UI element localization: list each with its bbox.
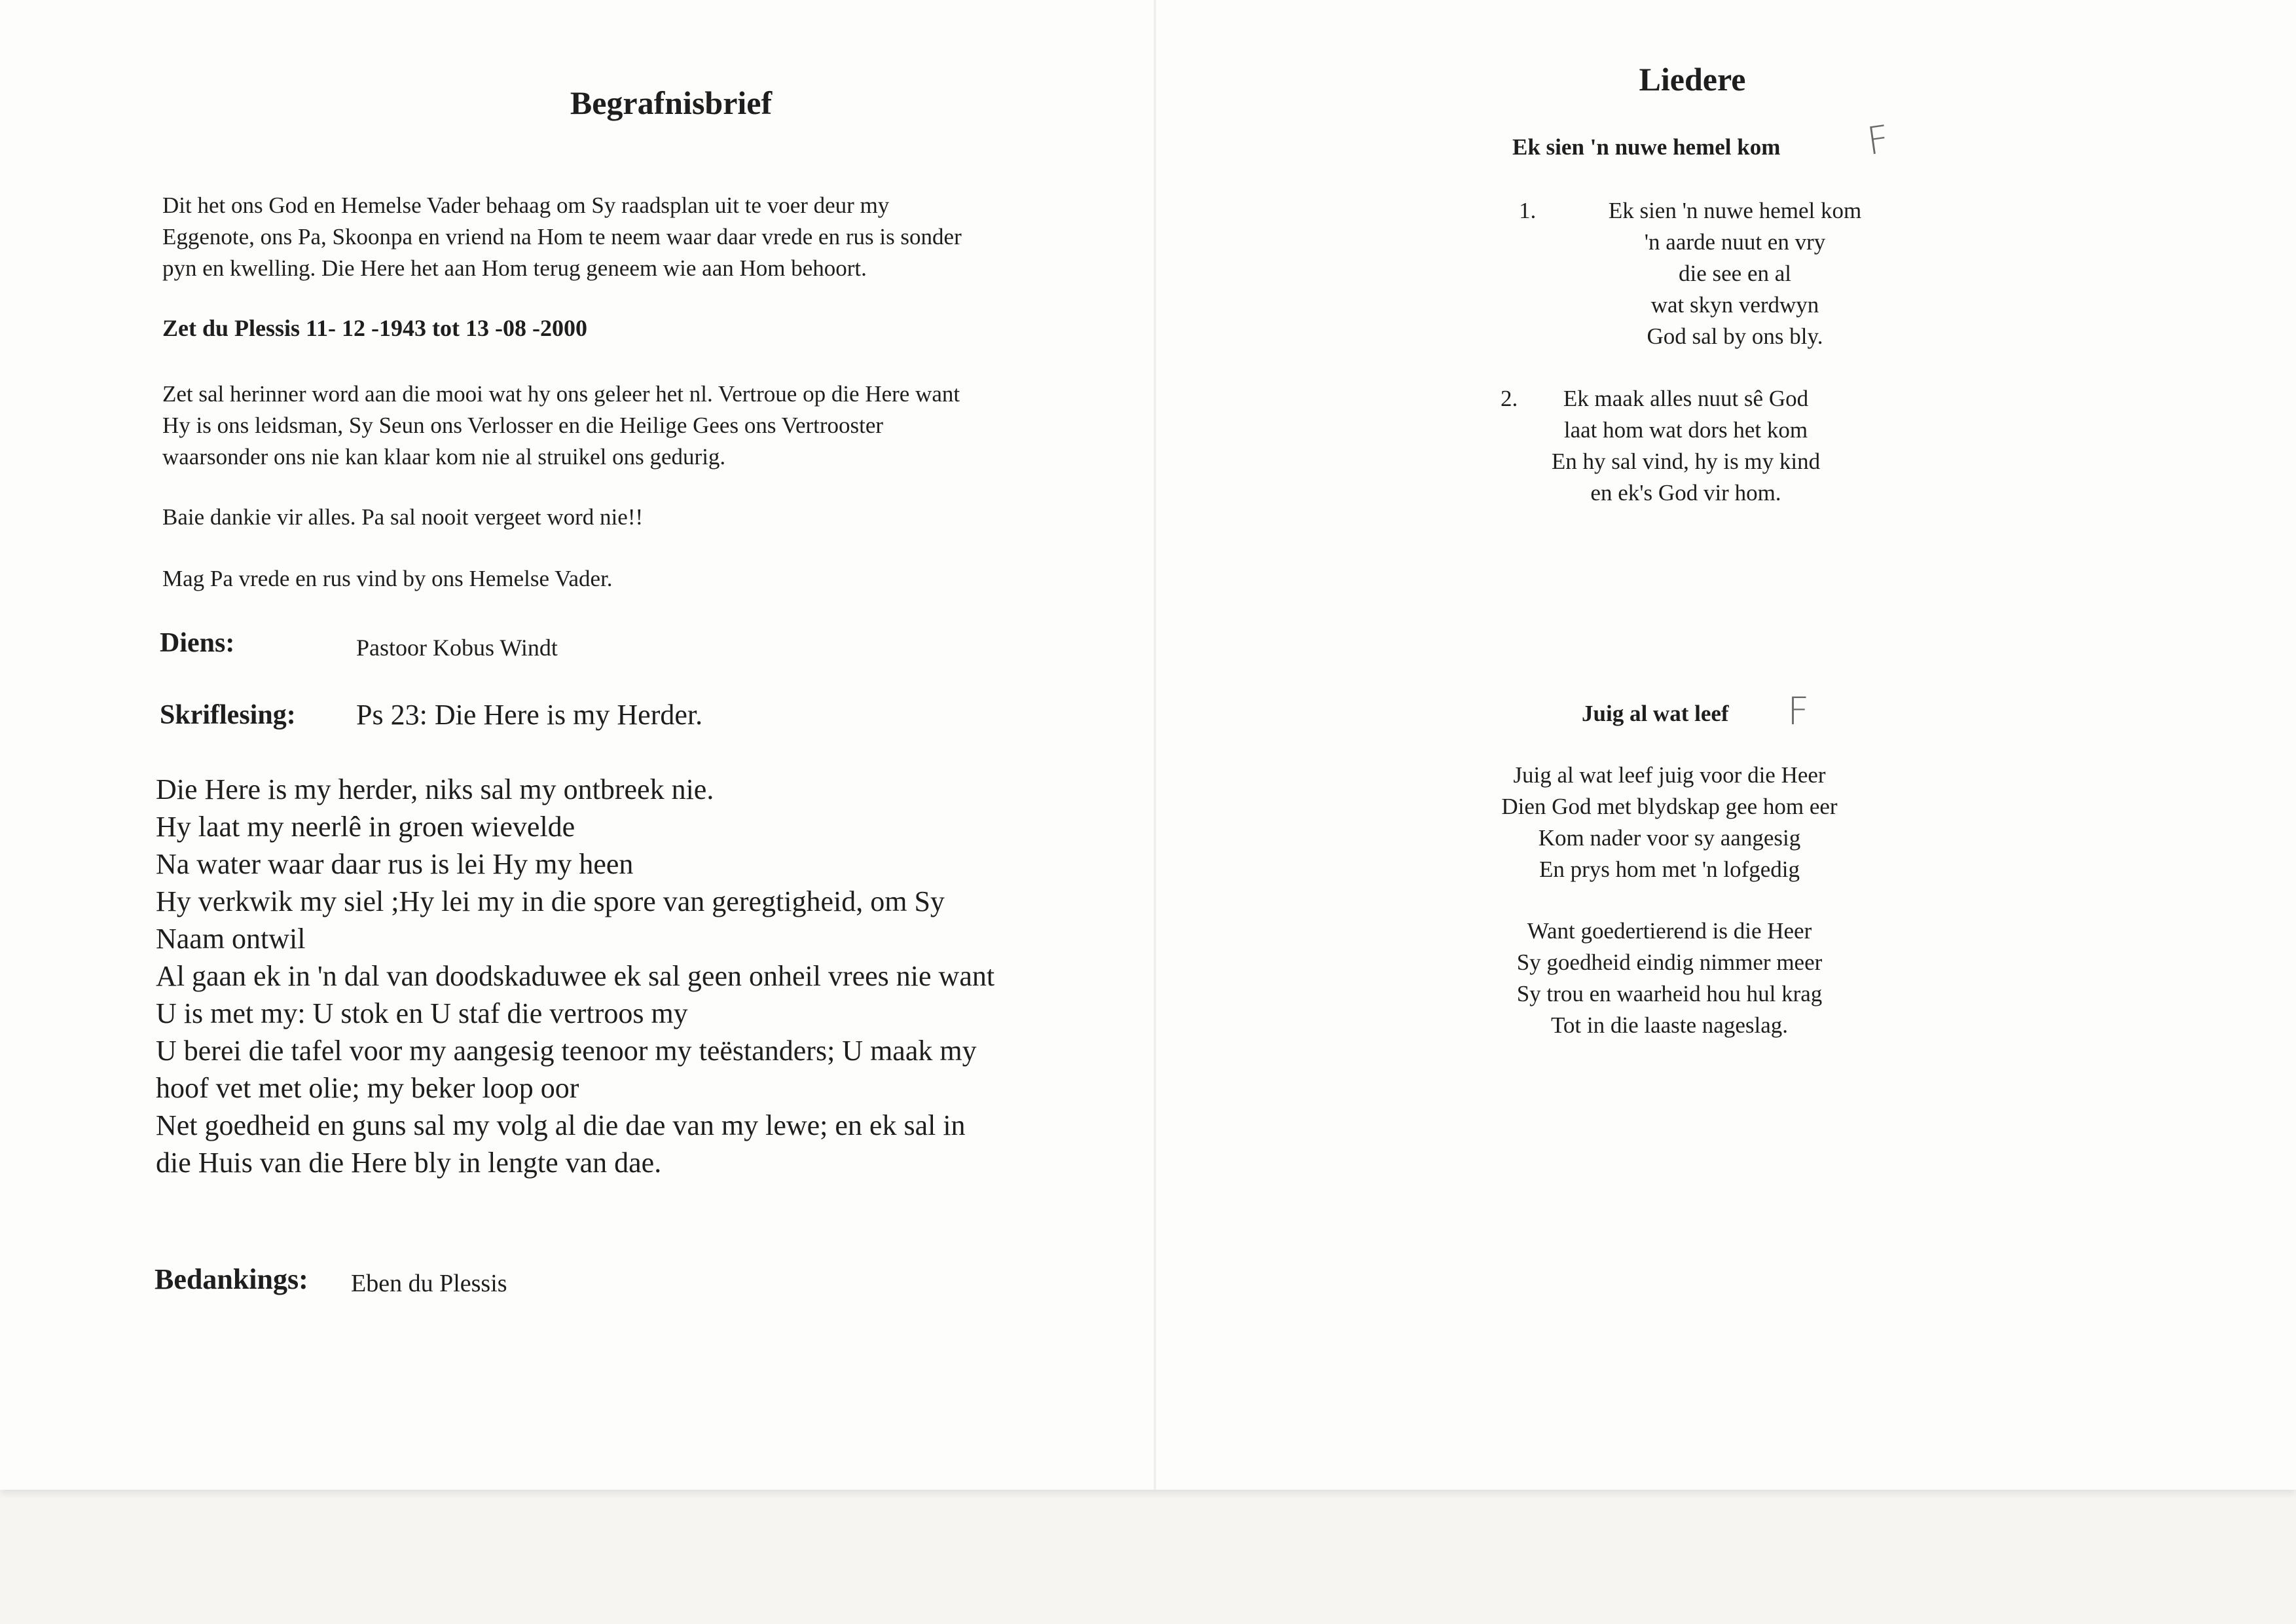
song-line: Tot in die laaste nageslag. (1550, 1012, 1788, 1038)
psalm-line: Hy laat my neerlê in groen wievelde (156, 811, 575, 843)
thanks-line: Baie dankie vir alles. Pa sal nooit vergeet word nie!! (162, 504, 644, 530)
song1-handwritten-mark: F (1864, 117, 1892, 164)
song-line: God sal by ons bly. (1647, 323, 1823, 349)
song-line: Sy goedheid eindig nimmer meer (1516, 950, 1823, 975)
song2-handwritten-mark: F (1787, 689, 1810, 733)
song1-verse1-number: 1. (1519, 198, 1537, 223)
acknowledgements-value: Eben du Plessis (351, 1270, 507, 1297)
intro-line: pyn en kwelling. Die Here het aan Hom terug geneem wie aan Hom behoort. (162, 255, 867, 281)
reading-value: Ps 23: Die Here is my Herder. (356, 699, 703, 731)
left-page-title: Begrafnisbrief (570, 84, 773, 121)
psalm-23-text (156, 771, 994, 1181)
psalm-line: Die Here is my herder, niks sal my ontbreek nie. (156, 773, 714, 805)
song-line: die see en al (1679, 261, 1791, 286)
song-line: laat hom wat dors het kom (1563, 417, 1808, 443)
acknowledgements-label: Bedankings: (155, 1263, 308, 1295)
song-line: Kom nader voor sy aangesig (1538, 825, 1801, 851)
psalm-line: Na water waar daar rus is lei Hy my heen (156, 848, 634, 880)
song-line: Ek maak alles nuut sê God (1563, 386, 1809, 411)
name-and-dates: Zet du Plessis 11- 12 -1943 tot 13 -08 -2000 (162, 315, 587, 341)
song-line: 'n aarde nuut en vry (1644, 229, 1826, 255)
service-label: Diens: (160, 628, 235, 658)
song-line: Ek sien 'n nuwe hemel kom (1608, 198, 1862, 223)
song-line: Dien God met blydskap gee hom eer (1501, 794, 1838, 819)
song1-verse2-number: 2. (1501, 386, 1518, 411)
memory-line: Hy is ons leidsman, Sy Seun ons Verlosser en die Heilige Gees ons Vertrooster (162, 413, 884, 438)
psalm-line: hoof vet met olie; my beker loop oor (156, 1072, 579, 1104)
memory-line: waarsonder ons nie kan klaar kom nie al struikel ons gedurig. (162, 444, 726, 470)
psalm-line: U berei die tafel voor my aangesig teenoor my teëstanders; U maak my (156, 1035, 977, 1067)
reading-label: Skriflesing: (160, 700, 296, 730)
song-line: Sy trou en waarheid hou hul krag (1516, 981, 1823, 1006)
service-value: Pastoor Kobus Windt (356, 635, 558, 661)
psalm-line: Naam ontwil (156, 923, 306, 955)
page-fold (1154, 0, 1156, 1490)
right-page-title: Liedere (1639, 61, 1746, 98)
memory-line: Zet sal herinner word aan die mooi wat hy ons geleer het nl. Vertroue op die Here want (162, 381, 960, 407)
song1-verse1 (1532, 195, 1938, 352)
song-line: En hy sal vind, hy is my kind (1551, 449, 1821, 474)
song1-title: Ek sien 'n nuwe hemel kom (1512, 134, 1781, 160)
song-line: en ek's God vir hom. (1590, 480, 1781, 506)
song2-verse1 (1440, 760, 1899, 885)
psalm-line: Net goedheid en guns sal my volg al die dae van my lewe; en ek sal in (156, 1109, 966, 1141)
song2-title: Juig al wat leef (1582, 701, 1729, 726)
psalm-line: Al gaan ek in 'n dal van doodskaduwee ek sal geen onheil vrees nie want (156, 960, 995, 992)
song-line: wat skyn verdwyn (1650, 292, 1819, 318)
psalm-line: U is met my: U stok en U staf die vertroos my (156, 997, 688, 1029)
song2-verse2 (1440, 915, 1899, 1041)
intro-line: Dit het ons God en Hemelse Vader behaag om Sy raadsplan uit te voer deur my (162, 193, 890, 218)
song-line: Juig al wat leef juig voor die Heer (1513, 762, 1826, 788)
memory-paragraph (162, 378, 960, 473)
song1-verse2 (1457, 383, 1915, 509)
intro-paragraph (162, 190, 962, 284)
peace-line: Mag Pa vrede en rus vind by ons Hemelse Vader. (162, 566, 613, 591)
song-line: Want goedertierend is die Heer (1527, 918, 1812, 944)
psalm-line: die Huis van die Here bly in lengte van dae. (156, 1147, 662, 1179)
psalm-line: Hy verkwik my siel ;Hy lei my in die spore van geregtigheid, om Sy (156, 885, 945, 917)
intro-line: Eggenote, ons Pa, Skoonpa en vriend na Hom te neem waar daar vrede en rus is sonder (162, 224, 962, 249)
song-line: En prys hom met 'n lofgedig (1539, 857, 1800, 882)
